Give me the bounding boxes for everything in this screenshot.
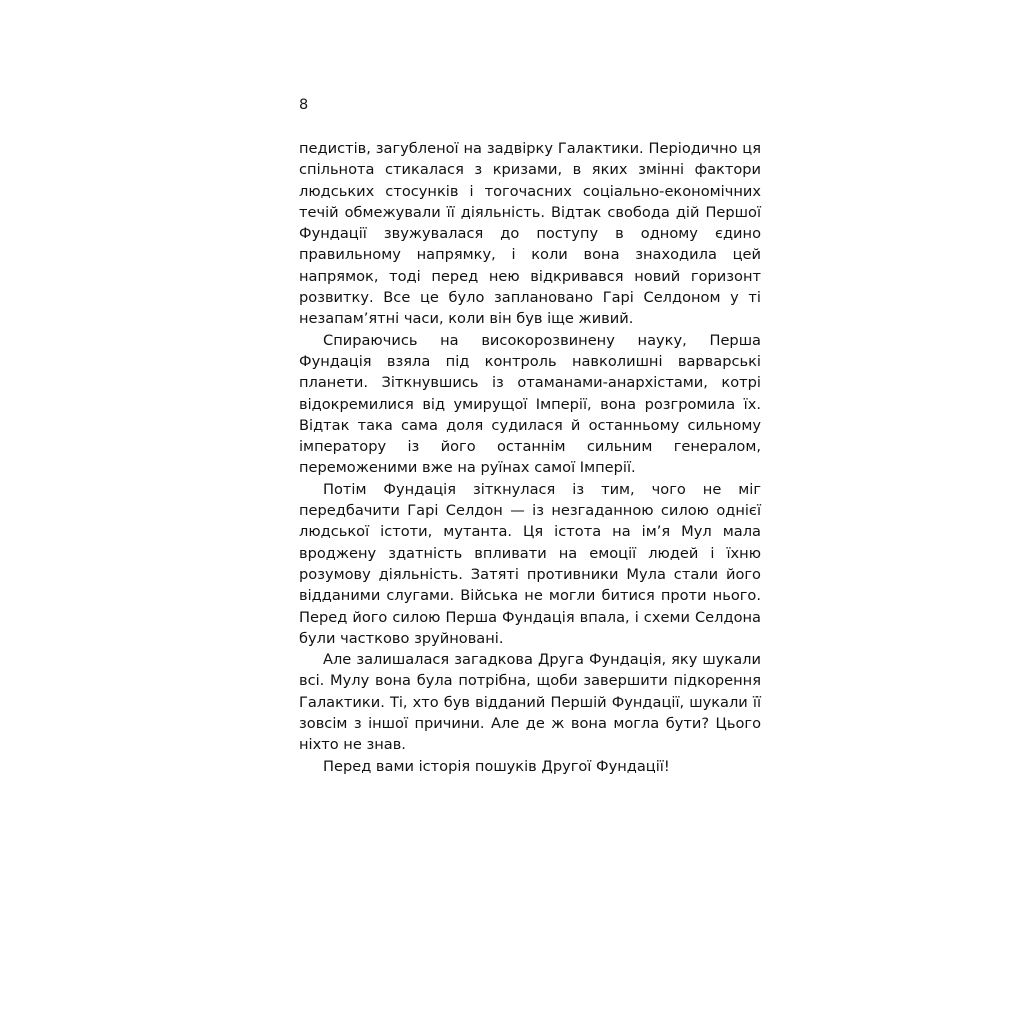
paragraph-3: Потім Фундація зіткнулася із тим, чого не міг передбачити Гарі Селдон — із незгаданною силою однієї людської істоти, мутанта. Ця істота на ім’я Мул мала вроджену здатність впливати на емоції людей і їхню розумову діяльність. Затяті противники Мула стали його відданими слугами. Війська не могли битися проти нього. Перед його силою Перша Фундація впала, і схеми Селдона були частково зруйновані. (299, 480, 761, 647)
paragraph-2: Спираючись на високорозвинену науку, Перша Фундація взяла під контроль навколишні варварські планети. Зіткнувшись із отаманами-анархістами, котрі відокремилися від умирущої Імперії, вона розгромила їх. Відтак така сама доля судилася й останньому сильному імператору із його останнім сильним генералом, переможеними вже на руїнах самої Імперії. (299, 331, 761, 477)
body-text (299, 138, 761, 777)
page-number: 8 (299, 97, 309, 113)
paragraph-5: Перед вами історія пошуків Другої Фундації! (323, 757, 670, 775)
paragraph-1: педистів, загубленої на задвірку Галактики. Періодично ця спільнота стикалася з кризами, в яких змінні фактори людських стосунків і тогочасних соціально-економічних течій обмежували її діяльність. Відтак свобода дій Першої Фундації звужувалася до поступу в одному єдино правильному напрямку, і коли вона знаходила цей напрямок, тоді перед нею відкривався новий горизонт розвитку. Все це було заплановано Гарі Селдоном у ті незапам’ятні часи, коли він був іще живий. (299, 140, 761, 328)
paragraph-4: Але залишалася загадкова Друга Фундація, яку шукали всі. Мулу вона була потрібна, щоби завершити підкорення Галактики. Ті, хто був відданий Першій Фундації, шукали її зовсім з іншої причини. Але де ж вона могла бути? Цього ніхто не знав. (299, 651, 761, 754)
